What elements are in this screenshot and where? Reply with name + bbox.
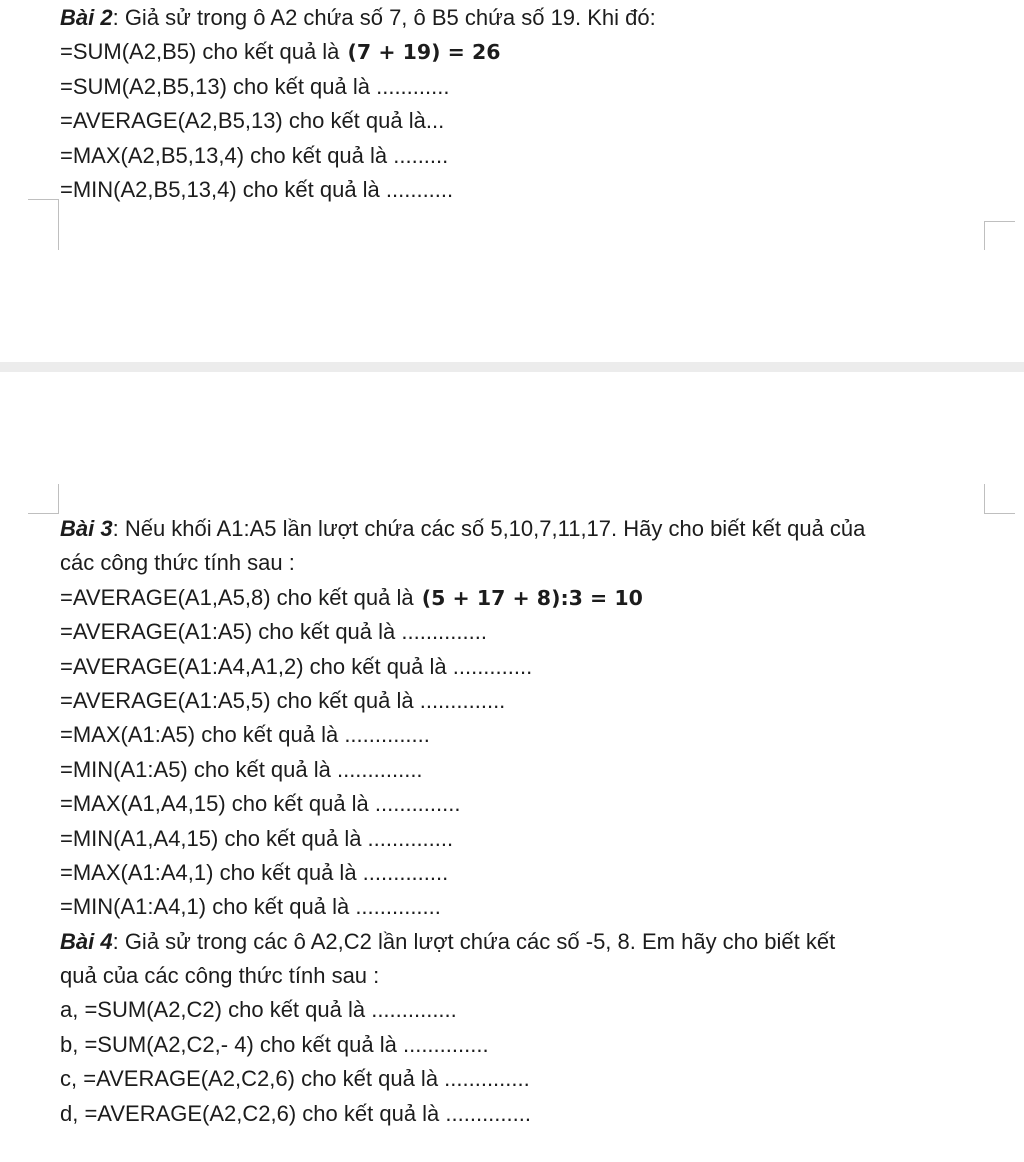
exercise-4-line: a, =SUM(A2,C2) cho kết quả là .............. (60, 997, 457, 1023)
exercise-4-line: d, =AVERAGE(A2,C2,6) cho kết quả là .............. (60, 1100, 531, 1126)
exercise-4-line: c, =AVERAGE(A2,C2,6) cho kết quả là .............. (60, 1066, 530, 1092)
exercise-3-and-4 (60, 512, 865, 1131)
exercise-3-line: =MAX(A1:A5) cho kết quả là .............. (60, 722, 430, 748)
page-separator (0, 362, 1024, 372)
exercise-4-line: b, =SUM(A2,C2,- 4) cho kết quả là .............. (60, 1031, 489, 1057)
exercise-2-intro: : Giả sử trong ô A2 chứa số 7, ô B5 chứa số 19. Khi đó: (112, 5, 656, 30)
crop-mark-top-left (28, 199, 59, 250)
exercise-3-line: =MAX(A1:A4,1) cho kết quả là .............. (60, 859, 449, 885)
exercise-4-heading (60, 925, 865, 959)
exercise-2-first-answer: (7 + 19) = 26 (347, 40, 501, 65)
exercise-4-intro-continued: quả của các công thức tính sau : (60, 963, 380, 989)
exercise-3-intro: : Nếu khối A1:A5 lần lượt chứa các số 5,10,7,11,17. Hãy cho biết kết quả của (112, 516, 866, 541)
exercise-3-line: =MIN(A1:A4,1) cho kết quả là .............. (60, 894, 441, 920)
exercise-3-line: =MIN(A1,A4,15) cho kết quả là .............. (60, 825, 454, 851)
exercise-4-label: Bài 4 (60, 928, 113, 954)
crop-mark-bottom-left (28, 484, 59, 514)
exercise-2-heading (60, 1, 656, 35)
exercise-3-first-answer: (5 + 17 + 8):3 = 10 (421, 585, 643, 610)
exercise-3-line: =AVERAGE(A1:A4,A1,2) cho kết quả là ............. (60, 653, 533, 679)
crop-mark-top-right (984, 221, 1015, 250)
exercise-2-line: =MIN(A2,B5,13,4) cho kết quả là ........... (60, 176, 454, 202)
exercise-4-intro: : Giả sử trong các ô A2,C2 lần lượt chứa các số -5, 8. Em hãy cho biết kết (112, 928, 836, 954)
exercise-2 (60, 1, 656, 207)
exercise-3-first-line (60, 581, 865, 615)
crop-mark-bottom-right (984, 484, 1015, 514)
exercise-3-heading (60, 512, 865, 546)
exercise-3-first-formula: =AVERAGE(A1,A5,8) cho kết quả là (60, 584, 414, 610)
exercise-3-line: =AVERAGE(A1:A5) cho kết quả là .............. (60, 619, 487, 645)
exercise-2-label: Bài 2 (60, 5, 113, 30)
exercise-3-line: =MAX(A1,A4,15) cho kết quả là .............. (60, 791, 461, 817)
exercise-3-line: =AVERAGE(A1:A5,5) cho kết quả là .............. (60, 687, 506, 713)
exercise-2-first-formula: =SUM(A2,B5) cho kết quả là (60, 39, 340, 65)
exercise-2-first-line (60, 35, 656, 69)
exercise-2-line: =AVERAGE(A2,B5,13) cho kết quả là... (60, 108, 445, 134)
exercise-3-intro-continued: các công thức tính sau : (60, 550, 295, 576)
exercise-2-line: =SUM(A2,B5,13) cho kết quả là ............ (60, 73, 450, 99)
exercise-2-line: =MAX(A2,B5,13,4) cho kết quả là ......... (60, 142, 449, 168)
exercise-3-label: Bài 3 (60, 516, 113, 541)
exercise-3-line: =MIN(A1:A5) cho kết quả là .............. (60, 756, 423, 782)
